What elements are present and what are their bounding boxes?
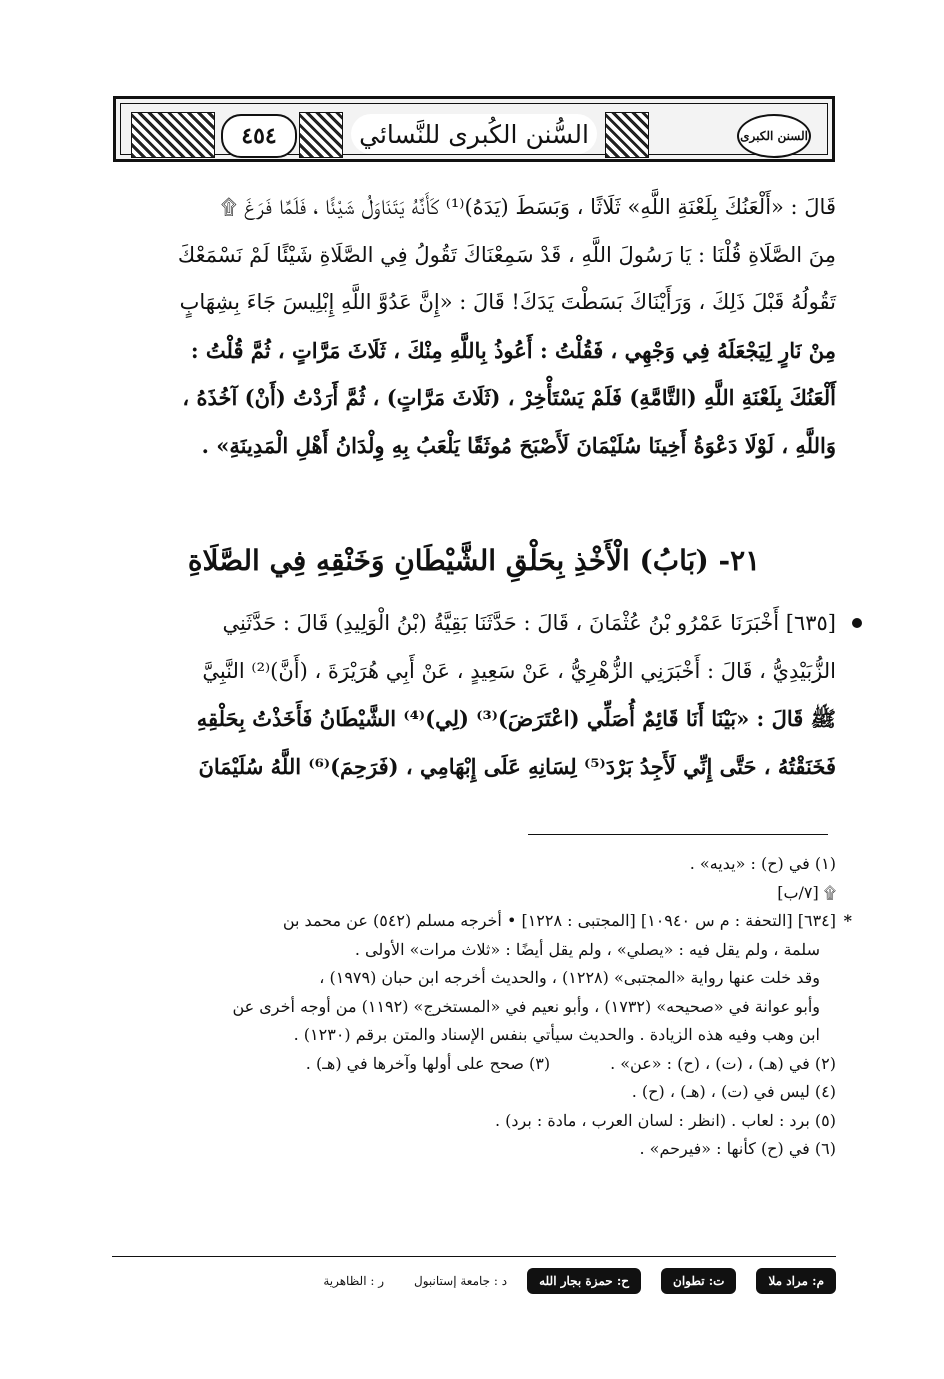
text-line: قَالَ : «أَلْعَنُكَ بِلَعْنَةِ اللَّهِ» ثَلَاثًا ، وَبَسَطَ (يَدَهُ)⁽¹⁾ كَأَنَّهُ يَتَنَاوَلُ شَيْئًا ، فَلَمَّا فَرَغَ ۩ xyxy=(220,195,836,219)
page-number: ٤٥٤ xyxy=(221,114,297,158)
siglum-d: د : جامعة إستانبول xyxy=(414,1274,508,1288)
siglum-m: م: مراد ملا xyxy=(756,1268,836,1294)
footnote: (٢) في (هـ) ، (ت) ، (ح) : «عن» . xyxy=(610,1053,836,1073)
footnotes xyxy=(112,850,852,1164)
footnote: ۩ [٧/ب] xyxy=(777,882,836,902)
footnote-text: [٦٣٤] [التحفة : م س ١٠٩٤٠] [المجتبى : ١٢٢٨] • أخرجه مسلم (٥٤٢) عن محمد بن xyxy=(282,911,836,930)
footnote: (٤) ليس في (ت) ، (هـ) ، (ح) . xyxy=(631,1082,836,1101)
text-line: مِنَ الصَّلَاةِ قُلْنَا : يَا رَسُولَ اللَّهِ ، قَدْ سَمِعْنَاكَ تَقُولُ فِي الصَّلَاةِ شَيْئًا لَمْ نَسْمَعْكَ xyxy=(177,242,836,267)
siglum-r: ر : الظاهرية xyxy=(323,1274,385,1288)
book-title: السُّنن الكُبرى للنَّسائي xyxy=(351,114,597,154)
ornament-mid-left xyxy=(299,112,343,158)
chapter-heading: ٢١- (بَابُ) الْأَخْذِ بِحَلْقِ الشَّيْطَانِ وَخَنْقِهِ فِي الصَّلَاةِ xyxy=(187,544,761,577)
footnote: وأبو عوانة في «صحيحه» (١٧٣٢) ، وأبو نعيم في «المستخرج» (١١٩٢) من أوجه أخرى عن xyxy=(232,996,820,1016)
footnote: ابن وهب وفيه هذه الزيادة . والحديث سيأتي بنفس الإسناد والمتن برقم (١٢٣٠) . xyxy=(293,1025,820,1044)
siglum-h: ح: حمزة بجار الله xyxy=(527,1268,641,1294)
ornament-mid-right xyxy=(605,112,649,158)
footnote: (١) في (ح) : «يديه» . xyxy=(689,854,836,873)
footnote: (٣) صحح على أولها وآخرها في (هـ) . xyxy=(305,1053,551,1073)
hadith-text xyxy=(112,600,836,790)
footnote: وقد خلت عنها رواية «المجتبى» (١٢٢٨) ، والحديث أخرجه ابن حبان (١٩٧٩) ، xyxy=(319,968,820,987)
text-line: أَلْعَنُكَ بِلَعْنَةِ اللَّهِ (التَّامَّةِ) فَلَمْ يَسْتَأْخِرْ ، (ثَلَاثَ مَرَّاتٍ) ، ثُمَّ أَرَدْتُ (أَنْ) آخُذَهُ ، xyxy=(182,385,836,410)
text-line: تَقُولُهُ قَبْلَ ذَلِكَ ، وَرَأَيْنَاكَ بَسَطْتَ يَدَكَ! قَالَ : «إِنَّ عَدُوَّ اللَّهِ إِبْلِيسَ جَاءَ بِشِهَابٍ xyxy=(179,290,836,314)
footer-divider xyxy=(112,1256,836,1257)
bullet-icon xyxy=(852,618,862,628)
text-line: [٦٣٥] أَخْبَرَنَا عَمْرُو بْنُ عُثْمَانَ ، قَالَ : حَدَّثَنَا بَقِيَّةُ (بْنُ الْوَلِيدِ) قَالَ : حَدَّثَنِي xyxy=(222,611,836,635)
ornament-left xyxy=(131,112,215,158)
footnote: (٥) برد : لعاب . (انظر : لسان العرب ، مادة : برد) . xyxy=(494,1110,836,1130)
footnote: (٦) في (ح) كأنها : «فيرحم» . xyxy=(639,1139,836,1158)
book-logo: السنن الكبرى xyxy=(737,114,811,158)
siglum-t: ت: تطوان xyxy=(661,1268,736,1294)
footnote-divider xyxy=(528,834,828,835)
text-line: ﷺ قَالَ : «بَيْنَا أَنَا قَائِمٌ أُصَلِّي (اعْتَرَضَ)⁽³⁾ (لِي)⁽⁴⁾ الشَّيْطَانُ فَأَخَذْتُ بِحَلْقِهِ xyxy=(196,706,836,731)
text-line: وَاللَّهِ ، لَوْلَا دَعْوَةُ أَخِينَا سُلَيْمَانَ لَأَصْبَحَ مُوثَقًا يَلْعَبُ بِهِ وِلْدَانُ أَهْلِ الْمَدِينَةِ» . xyxy=(201,432,836,458)
main-text xyxy=(112,184,836,469)
manuscript-sigla xyxy=(112,1265,836,1297)
header-frame xyxy=(120,103,828,155)
text-line: فَخَنَقْتُهُ ، حَتَّى إِنِّي لَأَجِدُ بَرْدَ⁽⁵⁾ لِسَانِهِ عَلَى إِبْهَامِي ، (فَرَحِمَ)⁽⁶⁾ اللَّهُ سُلَيْمَانَ xyxy=(198,753,836,779)
page-header xyxy=(113,96,835,162)
footnote xyxy=(112,907,852,936)
star-icon: * xyxy=(843,911,852,930)
footnote-row xyxy=(112,1050,836,1079)
text-line: مِنْ نَارٍ لِيَجْعَلَهُ فِي وَجْهِي ، فَقُلْتُ : أَعُوذُ بِاللَّهِ مِنْكَ ، ثَلَاثَ مَرَّاتٍ ، ثُمَّ قُلْتُ : xyxy=(190,337,836,363)
text-line: الزُّبَيْدِيُّ ، قَالَ : أَخْبَرَنِي الزُّهْرِيُّ ، عَنْ سَعِيدٍ ، عَنْ أَبِي هُرَيْرَةَ ، (أَنَّ)⁽²⁾ النَّبِيَّ xyxy=(202,658,836,683)
footnote: سلمة ، ولم يقل فيه : «يصلي» ، ولم يقل أيضًا : «ثلاث مرات» الأولى . xyxy=(354,939,820,959)
